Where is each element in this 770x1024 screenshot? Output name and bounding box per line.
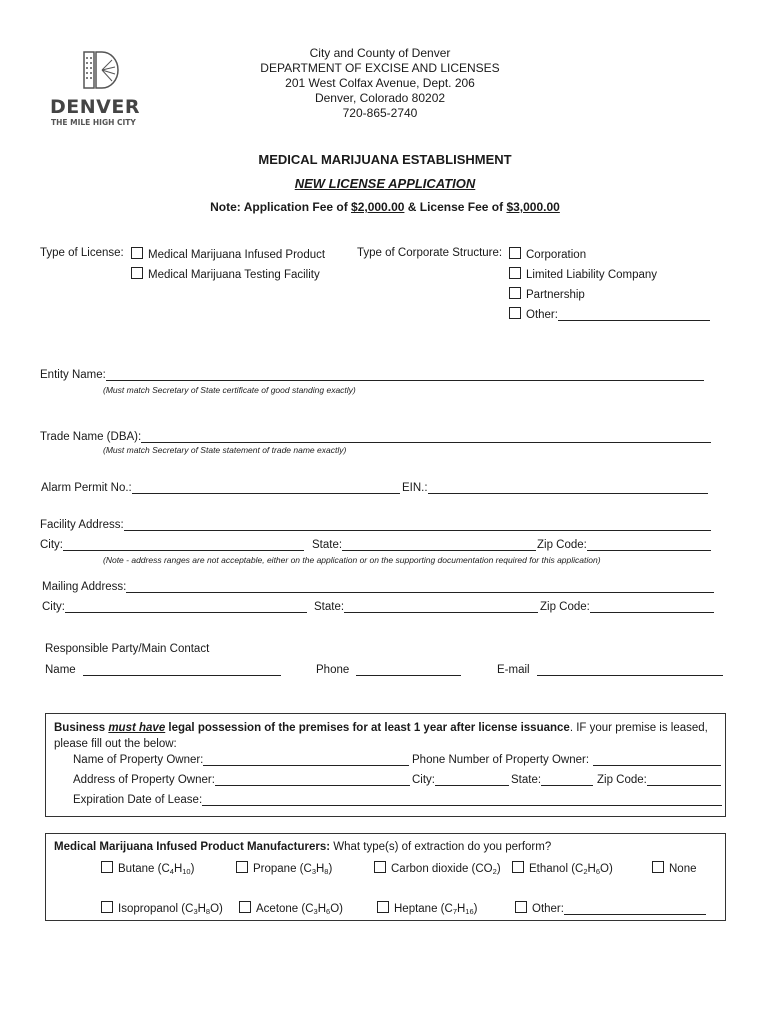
acetone-label: Acetone (C [256, 903, 314, 915]
option-label: Medical Marijuana Testing Facility [148, 269, 320, 281]
denver-logo [50, 48, 150, 132]
extraction-acetone[interactable] [239, 901, 343, 916]
trade-name-label: Trade Name (DBA): [40, 431, 142, 443]
option-label: Medical Marijuana Infused Product [148, 249, 326, 261]
extraction-heptane[interactable] [377, 901, 477, 916]
ein-row [402, 481, 708, 494]
contact-phone-field[interactable] [356, 663, 461, 676]
contact-email-field[interactable] [537, 663, 723, 676]
premises-bold1: Business [54, 722, 109, 734]
license-option-testing[interactable] [131, 267, 320, 281]
application-fee: $2,000.00 [351, 200, 405, 214]
mailing-zip-label: Zip Code: [540, 601, 590, 613]
trade-name-row [40, 430, 711, 443]
propane-subscript: 3 [311, 867, 316, 876]
isopropanol-subscript: 3 [193, 907, 198, 916]
contact-name-row [45, 663, 281, 676]
checkbox[interactable] [131, 267, 143, 279]
owner-phone-label: Phone Number of Property Owner: [412, 754, 590, 766]
fee-note [130, 200, 640, 214]
extraction-box [45, 833, 726, 921]
propane-label: ) [328, 863, 333, 875]
premises-bold2: legal possession of the premises for at least 1 year after license issuance [165, 722, 570, 734]
ethanol-label: O) [600, 863, 613, 875]
trade-name-note: (Must match Secretary of State statement of trade name exactly) [103, 445, 347, 455]
checkbox[interactable] [509, 287, 521, 299]
checkbox[interactable] [509, 307, 521, 319]
extraction-other[interactable] [515, 901, 706, 915]
owner-city-row [412, 773, 509, 786]
checkbox[interactable] [509, 247, 521, 259]
none-label: None [669, 863, 697, 875]
mailing-state-row [314, 600, 538, 613]
owner-phone-field[interactable] [593, 753, 721, 766]
owner-zip-label: Zip Code: [597, 774, 647, 786]
owner-address-label: Address of Property Owner: [73, 774, 215, 786]
entity-name-field[interactable] [106, 368, 704, 381]
owner-state-row [511, 773, 593, 786]
contact-heading: Responsible Party/Main Contact [45, 643, 210, 655]
co2-subscript: 2 [492, 867, 497, 876]
co2-label: Carbon dioxide (CO [391, 863, 493, 875]
heptane-label: H [456, 903, 466, 915]
mailing-city-label: City: [42, 601, 65, 613]
fee-prefix: Note: Application Fee of [210, 200, 352, 214]
propane-label: Propane (C [253, 863, 312, 875]
contact-email-label: E-mail [497, 664, 530, 676]
checkbox[interactable] [236, 861, 248, 873]
fee-mid: & License Fee of [404, 200, 507, 214]
header-line: Denver, Colorado 80202 [314, 91, 446, 105]
acetone-label: O) [330, 903, 343, 915]
option-label: Corporation [526, 249, 587, 261]
extraction-isopropanol[interactable] [101, 901, 223, 916]
header-line: DEPARTMENT OF EXCISE AND LICENSES [260, 61, 500, 75]
checkbox[interactable] [652, 861, 664, 873]
corp-option-partnership[interactable] [509, 287, 585, 301]
ethanol-label: Ethanol (C [529, 863, 584, 875]
lease-expiration-row [73, 793, 722, 806]
extraction-co2[interactable] [374, 861, 501, 876]
logo-name: DENVER [50, 96, 140, 118]
co2-label: ) [496, 863, 501, 875]
facility-state-row [312, 538, 536, 551]
form-title: MEDICAL MARIJUANA ESTABLISHMENT [258, 152, 512, 167]
corporate-structure-label: Type of Corporate Structure: [357, 247, 503, 259]
facility-city-label: City: [40, 539, 63, 551]
extraction-propane[interactable] [236, 861, 332, 876]
owner-zip-field[interactable] [647, 773, 721, 786]
owner-state-label: State: [511, 774, 542, 786]
butane-label: ) [190, 863, 195, 875]
owner-name-row [73, 753, 409, 766]
entity-name-note: (Must match Secretary of State certificate of good standing exactly) [103, 385, 356, 395]
premises-line2: please fill out the below: [54, 738, 177, 750]
facility-zip-row [537, 538, 711, 551]
premises-rest: . IF your premise is leased, [569, 722, 708, 734]
alarm-permit-field[interactable] [132, 481, 400, 494]
premises-statement [54, 722, 708, 734]
checkbox[interactable] [374, 861, 386, 873]
header-line: 720-865-2740 [342, 106, 418, 120]
owner-phone-row [412, 753, 721, 766]
isopropanol-subscript: 8 [205, 907, 211, 916]
extraction-none[interactable] [652, 861, 697, 875]
option-label: Limited Liability Company [526, 269, 658, 281]
mailing-address-row [42, 580, 714, 593]
facility-address-label: Facility Address: [40, 519, 124, 531]
heptane-label: ) [473, 903, 478, 915]
acetone-subscript: 3 [313, 907, 318, 916]
butane-subscript: 4 [169, 867, 174, 876]
checkbox[interactable] [239, 901, 251, 913]
acetone-subscript: 6 [326, 907, 331, 916]
extraction-question-text: What type(s) of extraction do you perform? [330, 841, 552, 853]
trade-name-field[interactable] [141, 430, 711, 443]
owner-city-field[interactable] [435, 773, 509, 786]
mailing-zip-field[interactable] [590, 600, 714, 613]
propane-subscript: 8 [324, 867, 329, 876]
isopropanol-label: O) [210, 903, 223, 915]
facility-zip-field[interactable] [587, 538, 711, 551]
owner-zip-row [597, 773, 721, 786]
contact-name-label: Name [45, 664, 76, 676]
other-structure-field[interactable] [558, 308, 710, 321]
heptane-label: Heptane (C [394, 903, 453, 915]
checkbox[interactable] [131, 247, 143, 259]
butane-label: H [173, 863, 183, 875]
checkbox[interactable] [512, 861, 524, 873]
facility-zip-label: Zip Code: [537, 539, 587, 551]
checkbox[interactable] [377, 901, 389, 913]
contact-phone-label: Phone [316, 664, 350, 676]
ethanol-label: H [587, 863, 596, 875]
ethanol-subscript: 6 [595, 867, 600, 876]
ein-field[interactable] [428, 481, 708, 494]
butane-label: Butane (C [118, 863, 170, 875]
corp-option-other[interactable] [509, 307, 710, 321]
owner-state-field[interactable] [541, 773, 593, 786]
extraction-butane[interactable] [101, 861, 194, 876]
corp-option-llc[interactable] [509, 267, 657, 281]
contact-phone-row [316, 663, 461, 676]
other-extraction-field[interactable] [564, 902, 706, 915]
facility-address-row [40, 518, 711, 531]
heptane-subscript: 16 [465, 907, 474, 916]
form-subtitle: NEW LICENSE APPLICATION [294, 176, 476, 191]
lease-expiration-label: Expiration Date of Lease: [73, 794, 203, 806]
owner-name-label: Name of Property Owner: [73, 754, 204, 766]
acetone-label: H [317, 903, 327, 915]
mailing-state-field[interactable] [344, 600, 538, 613]
facility-address-field[interactable] [124, 518, 711, 531]
ein-label: EIN.: [402, 482, 428, 494]
extraction-ethanol[interactable] [512, 861, 613, 876]
other-label: Other: [532, 903, 564, 915]
owner-address-row [73, 773, 410, 786]
option-label: Other: [526, 309, 558, 321]
premises-box [45, 713, 726, 817]
contact-name-field[interactable] [83, 663, 281, 676]
extraction-question [54, 841, 551, 853]
ethanol-subscript: 2 [583, 867, 588, 876]
lease-expiration-field[interactable] [202, 793, 722, 806]
isopropanol-label: Isopropanol (C [118, 903, 194, 915]
checkbox[interactable] [101, 861, 113, 873]
isopropanol-label: H [197, 903, 206, 915]
facility-city-field[interactable] [63, 538, 304, 551]
facility-state-label: State: [312, 539, 343, 551]
extraction-heading: Medical Marijuana Infused Product Manufacturers: [54, 841, 331, 853]
checkbox[interactable] [101, 901, 113, 913]
denver-d-icon [82, 48, 122, 92]
owner-city-label: City: [412, 774, 435, 786]
entity-name-label: Entity Name: [40, 369, 106, 381]
alarm-permit-label: Alarm Permit No.: [41, 482, 132, 494]
license-type-label: Type of License: [40, 247, 124, 259]
contact-email-row [497, 663, 723, 676]
facility-state-field[interactable] [342, 538, 536, 551]
butane-subscript: 10 [182, 867, 191, 876]
mailing-city-row [42, 600, 307, 613]
propane-label: H [315, 863, 325, 875]
entity-name-row [40, 368, 704, 381]
corp-option-corporation[interactable] [509, 247, 586, 261]
mailing-state-label: State: [314, 601, 345, 613]
facility-city-row [40, 538, 304, 551]
owner-name-field[interactable] [203, 753, 409, 766]
alarm-permit-row [41, 481, 400, 494]
premises-must: must have [108, 722, 166, 734]
mailing-city-field[interactable] [65, 600, 307, 613]
facility-note: (Note - address ranges are not acceptable, either on the application or on the supporting documentation required for this application) [103, 555, 601, 565]
logo-tagline: THE MILE HIGH CITY [51, 118, 136, 127]
mailing-address-label: Mailing Address: [42, 581, 127, 593]
option-label: Partnership [526, 289, 585, 301]
owner-address-field[interactable] [215, 773, 410, 786]
header-line: City and County of Denver [309, 46, 451, 60]
department-header [190, 46, 570, 121]
license-option-infused[interactable] [131, 247, 325, 261]
mailing-zip-row [540, 600, 714, 613]
header-line: 201 West Colfax Avenue, Dept. 206 [285, 76, 475, 90]
checkbox[interactable] [515, 901, 527, 913]
mailing-address-field[interactable] [126, 580, 714, 593]
license-fee: $3,000.00 [506, 200, 560, 214]
checkbox[interactable] [509, 267, 521, 279]
heptane-subscript: 7 [452, 907, 457, 916]
